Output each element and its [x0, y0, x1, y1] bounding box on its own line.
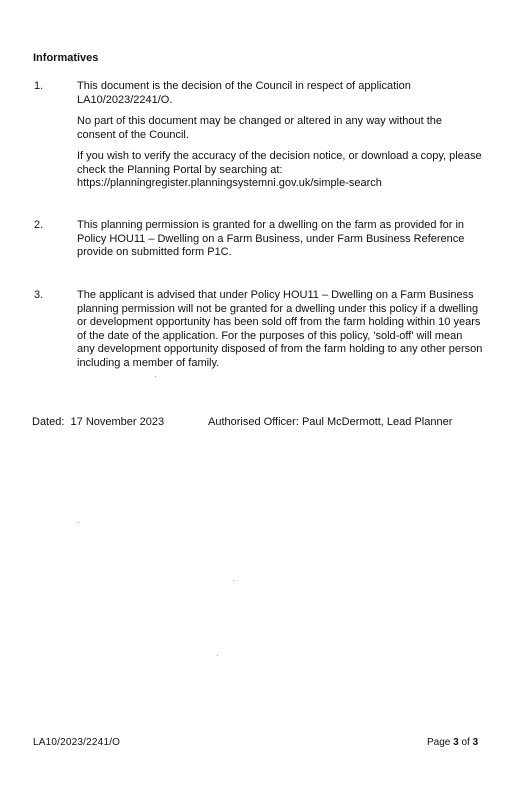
- text-line: planning permission will not be granted for a dwelling under this policy if a dwelling: [77, 302, 479, 315]
- item-3-paragraph: [77, 289, 497, 370]
- text-line: or development opportunity has been sold off from the farm holding within 10 years: [77, 316, 481, 328]
- text-line: LA10/2023/2241/O.: [77, 93, 173, 106]
- page-of: of: [458, 737, 473, 748]
- dated-line: [32, 416, 164, 428]
- page-prefix: Page: [427, 737, 454, 748]
- item-number: 1.: [34, 80, 44, 92]
- page-total: 3: [472, 737, 479, 748]
- page-number: [427, 737, 478, 748]
- footer-reference: LA10/2023/2241/O: [33, 737, 121, 748]
- text-line: Policy HOU11 – Dwelling on a Farm Business, under Farm Business Reference: [77, 232, 465, 245]
- text-line: This planning permission is granted for a dwelling on the farm as provided for in: [77, 219, 465, 231]
- dated-label: Dated:: [32, 416, 65, 428]
- item-1-paragraph-3: [77, 150, 497, 191]
- text-line: of the date of the application. For the purposes of this policy, 'sold-off' will mean: [77, 329, 463, 342]
- item-1-paragraph-2: [77, 115, 497, 142]
- text-line: The applicant is advised that under Policy HOU11 – Dwelling on a Farm Business: [77, 289, 474, 301]
- text-line: including a member of family.: [77, 356, 220, 369]
- text-line: If you wish to verify the accuracy of the decision notice, or download a copy, please: [77, 150, 482, 162]
- scan-speck: [217, 655, 218, 656]
- item-1-paragraph-1: [77, 80, 497, 107]
- text-line: No part of this document may be changed or altered in any way without the: [77, 115, 443, 127]
- informatives-heading: Informatives: [33, 52, 99, 64]
- text-line: consent of the Council.: [77, 128, 189, 141]
- text-line: any development opportunity disposed of from the farm holding to any other person: [77, 343, 483, 355]
- text-line: This document is the decision of the Council in respect of application: [77, 80, 411, 92]
- scan-speck: [78, 522, 79, 523]
- item-2-paragraph: [77, 219, 497, 260]
- item-number: 2.: [34, 219, 44, 231]
- item-number: 3.: [34, 289, 44, 301]
- scan-speck: [233, 580, 234, 581]
- text-line: provide on submitted form P1C.: [77, 246, 232, 258]
- text-line: check the Planning Portal by searching at:: [77, 163, 283, 176]
- dated-value: 17 November 2023: [70, 416, 165, 428]
- authorised-officer: Authorised Officer: Paul McDermott, Lead Planner: [208, 416, 453, 428]
- verify-url: https://planningregister.planningsystemni.gov.uk/simple-search: [77, 177, 382, 189]
- page-current: 3: [453, 737, 459, 748]
- scan-speck: [155, 376, 156, 377]
